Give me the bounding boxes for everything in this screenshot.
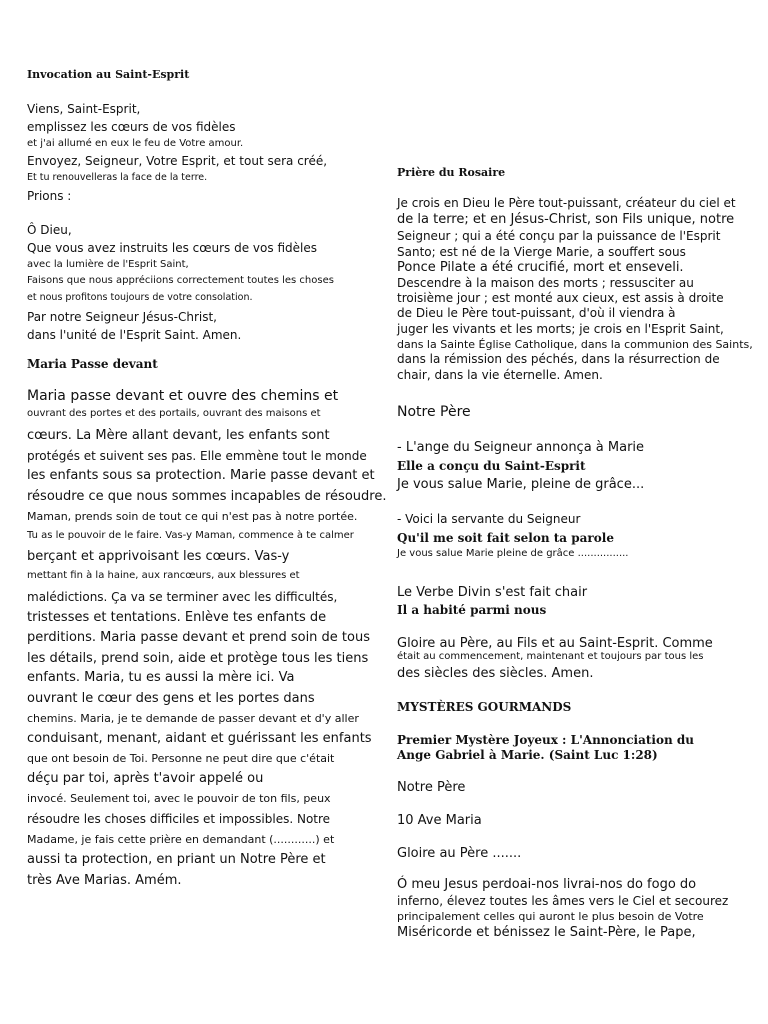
maria-line: malédictions. Ça va se terminer avec les difficultés, bbox=[27, 590, 338, 604]
maria-line: mettant fin à la haine, aux rancœurs, aux blessures et bbox=[27, 570, 300, 581]
servante-line: Je vous salue Marie pleine de grâce ................ bbox=[397, 548, 629, 559]
verbe-line: Le Verbe Divin s'est fait chair bbox=[397, 585, 588, 600]
maria-line: les détails, prend soin, aide et protège tous les tiens bbox=[27, 651, 369, 666]
servante-line: - Voici la servante du Seigneur bbox=[397, 512, 581, 526]
maria-line: Madame, je fais cette prière en demandant (............) et bbox=[27, 833, 335, 846]
servante-response: Qu'il me soit fait selon ta parole bbox=[397, 531, 614, 545]
notre-pere: Notre Père bbox=[397, 404, 471, 420]
invocation-line: avec la lumière de l'Esprit Saint, bbox=[27, 259, 189, 270]
maria-line: Maman, prends soin de tout ce qui n'est pas à notre portée. bbox=[27, 510, 358, 523]
gloire-short: Gloire au Père ....... bbox=[397, 846, 522, 861]
credo-line: Santo; est né de la Vierge Marie, a souffert sous bbox=[397, 245, 686, 259]
credo-line: Je crois en Dieu le Père tout-puissant, créateur du ciel et bbox=[397, 196, 736, 210]
credo-line: de Dieu le Père tout-puissant, d'où il viendra à bbox=[397, 306, 676, 320]
credo-line: dans la Sainte Église Catholique, dans la communion des Saints, bbox=[397, 338, 753, 351]
credo-line: de la terre; et en Jésus-Christ, son Fils unique, notre bbox=[397, 212, 735, 227]
invocation-line: Que vous avez instruits les cœurs de vos fidèles bbox=[27, 241, 317, 255]
premier-mystere-line: Premier Mystère Joyeux : L'Annonciation du bbox=[397, 733, 695, 747]
maria-line: Tu as le pouvoir de le faire. Vas-y Maman, commence à te calmer bbox=[27, 530, 354, 541]
fatima-line: principalement celles qui auront le plus besoin de Votre bbox=[397, 910, 704, 923]
invocation-line: Et tu renouvelleras la face de la terre. bbox=[27, 172, 208, 183]
maria-line: conduisant, menant, aidant et guérissant les enfants bbox=[27, 731, 372, 746]
invocation-line: Envoyez, Seigneur, Votre Esprit, et tout sera créé, bbox=[27, 154, 328, 168]
maria-line: que ont besoin de Toi. Personne ne peut dire que c'était bbox=[27, 752, 335, 765]
angelus-line: Je vous salue Marie, pleine de grâce... bbox=[397, 477, 645, 492]
invocation-line: Viens, Saint-Esprit, bbox=[27, 102, 141, 116]
fatima-line: Ó meu Jesus perdoai-nos livrai-nos do fogo do bbox=[397, 877, 697, 892]
rosaire-title: Prière du Rosaire bbox=[397, 166, 506, 179]
angelus-response: Elle a conçu du Saint-Esprit bbox=[397, 459, 586, 473]
maria-line: déçu par toi, après t'avoir appelé ou bbox=[27, 771, 264, 786]
credo-line: Seigneur ; qui a été conçu par la puissance de l'Esprit bbox=[397, 229, 721, 243]
credo-line: Ponce Pilate a été crucifié, mort et enseveli. bbox=[397, 260, 684, 275]
invocation-line: Ô Dieu, bbox=[27, 223, 72, 237]
maria-line: ouvrant des portes et des portails, ouvrant des maisons et bbox=[27, 408, 321, 419]
maria-line: chemins. Maria, je te demande de passer devant et d'y aller bbox=[27, 712, 359, 725]
invocation-line: et j'ai allumé en eux le feu de Votre amour. bbox=[27, 138, 244, 149]
maria-line: berçant et apprivoisant les cœurs. Vas-y bbox=[27, 549, 290, 564]
mysteres-title: MYSTÈRES GOURMANDS bbox=[397, 700, 572, 714]
maria-line: résoudre les choses difficiles et impossibles. Notre bbox=[27, 812, 331, 826]
gloire-line: était au commencement, maintenant et toujours par tous les bbox=[397, 651, 704, 662]
invocation-line: Prions : bbox=[27, 189, 72, 203]
fatima-line: Miséricorde et bénissez le Saint-Père, le Pape, bbox=[397, 925, 696, 940]
invocation-line: emplissez les cœurs de vos fidèles bbox=[27, 120, 236, 134]
maria-line: résoudre ce que nous sommes incapables de résoudre. bbox=[27, 489, 387, 504]
maria-line: invocé. Seulement toi, avec le pouvoir de ton fils, peux bbox=[27, 792, 331, 805]
maria-line: perditions. Maria passe devant et prend soin de tous bbox=[27, 630, 370, 645]
verbe-response: Il a habité parmi nous bbox=[397, 603, 547, 617]
invocation-line: dans l'unité de l'Esprit Saint. Amen. bbox=[27, 328, 242, 342]
maria-line: tristesses et tentations. Enlève tes enfants de bbox=[27, 610, 327, 625]
maria-line: protégés et suivent ses pas. Elle emmène tout le monde bbox=[27, 449, 367, 463]
maria-line: cœurs. La Mère allant devant, les enfants sont bbox=[27, 428, 330, 443]
angelus-line: - L'ange du Seigneur annonça à Marie bbox=[397, 440, 645, 455]
notre-pere-2: Notre Père bbox=[397, 780, 466, 795]
invocation-line: et nous profitons toujours de votre consolation. bbox=[27, 292, 253, 303]
credo-line: dans la rémission des péchés, dans la résurrection de bbox=[397, 352, 720, 366]
maria-line: aussi ta protection, en priant un Notre Père et bbox=[27, 852, 326, 867]
invocation-line: Par notre Seigneur Jésus-Christ, bbox=[27, 310, 217, 324]
gloire-line: des siècles des siècles. Amen. bbox=[397, 666, 594, 681]
premier-mystere-line: Ange Gabriel à Marie. (Saint Luc 1:28) bbox=[397, 748, 658, 762]
invocation-line: Faisons que nous appréciions correctement toutes les choses bbox=[27, 275, 334, 286]
maria-line: enfants. Maria, tu es aussi la mère ici. Va bbox=[27, 670, 295, 685]
credo-line: Descendre à la maison des morts ; ressusciter au bbox=[397, 276, 694, 290]
credo-line: chair, dans la vie éternelle. Amen. bbox=[397, 368, 603, 382]
fatima-line: inferno, élevez toutes les âmes vers le Ciel et secourez bbox=[397, 894, 729, 908]
credo-line: juger les vivants et les morts; je crois en l'Esprit Saint, bbox=[397, 322, 724, 336]
invocation-title: Invocation au Saint-Esprit bbox=[27, 68, 190, 81]
maria-line: très Ave Marias. Amém. bbox=[27, 873, 182, 888]
maria-line: ouvrant le cœur des gens et les portes dans bbox=[27, 691, 315, 706]
ave-maria-count: 10 Ave Maria bbox=[397, 813, 482, 828]
credo-line: troisième jour ; est monté aux cieux, est assis à droite bbox=[397, 291, 724, 305]
maria-title: Maria Passe devant bbox=[27, 357, 158, 371]
maria-line: les enfants sous sa protection. Marie passe devant et bbox=[27, 468, 375, 483]
gloire-line: Gloire au Père, au Fils et au Saint-Esprit. Comme bbox=[397, 636, 713, 651]
maria-line: Maria passe devant et ouvre des chemins et bbox=[27, 388, 339, 404]
